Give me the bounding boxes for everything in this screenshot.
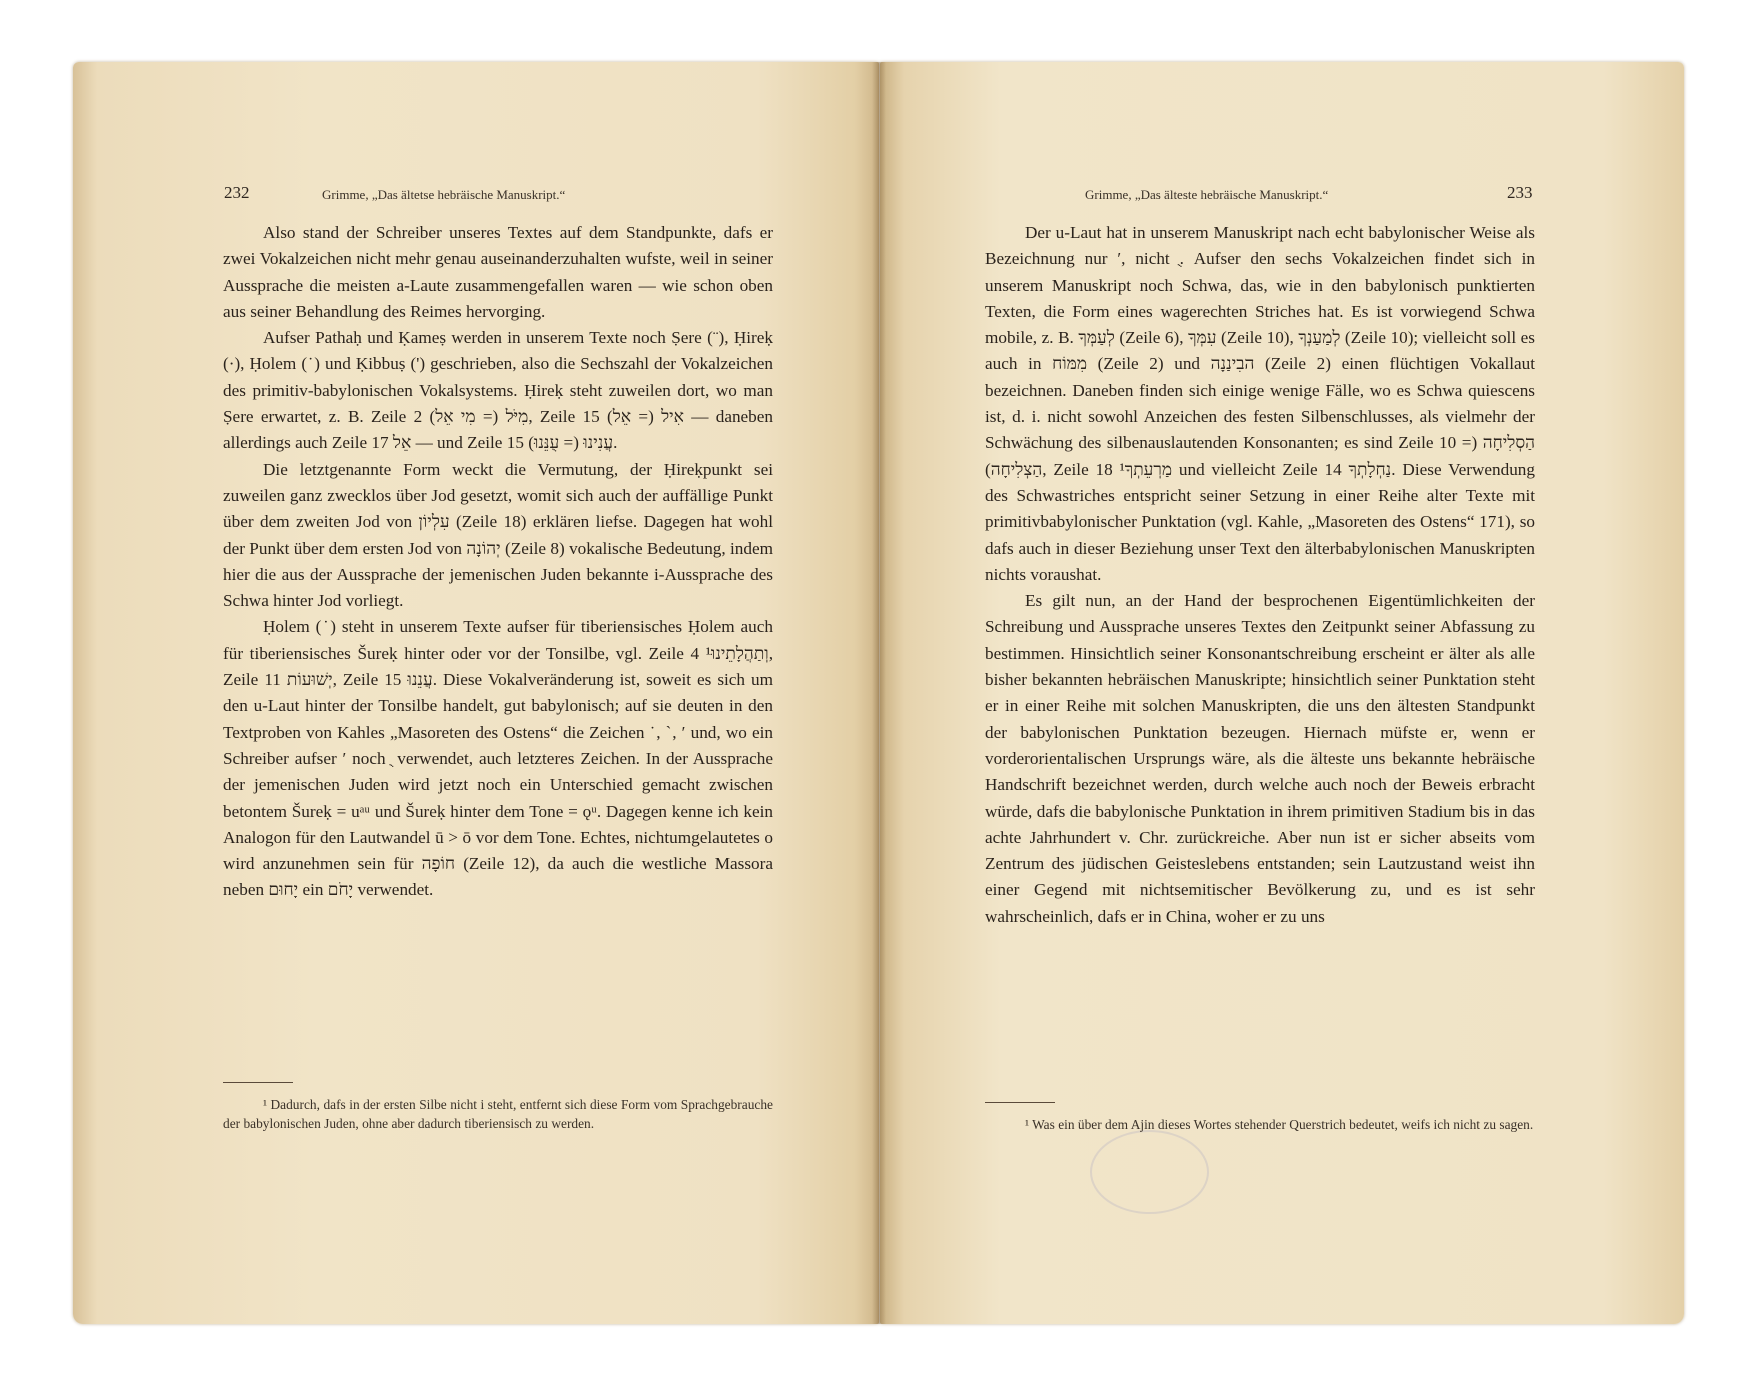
left-paragraph-1: Also stand der Schreiber unseres Textes auf dem Standpunkte, dafs er zwei Vokalzeichen nicht mehr genau auseinanderzuhalten wufste, weil in seiner Aussprache die meisten a-Laute zusammengefallen waren — wie schon oben aus seiner Behandlung des Reimes hervorging. bbox=[223, 223, 773, 321]
right-footnote bbox=[985, 1115, 1535, 1134]
right-page-number: 233 bbox=[1507, 183, 1533, 202]
left-page-body bbox=[223, 220, 773, 904]
book-gutter bbox=[872, 62, 886, 1324]
left-footnote-text: ¹ Dadurch, dafs in der ersten Silbe nicht i steht, entfernt sich diese Form vom Sprachgebrauche der babylonischen Juden, ohne aber dadurch tiberiensisch zu werden. bbox=[223, 1097, 773, 1131]
left-paragraph-4: Ḥolem (˙) steht in unserem Texte aufser für tiberiensisches Ḥolem auch für tiberiensisches Šureḳ hinter oder vor der Tonsilbe, vgl. Zeile 4 וְתַהֲלָתֵינוּ¹, Zeile 11 יְשׁוּעוֹת, Zeile 15 עֲנֵנוּ. Diese Vokalveränderung ist, soweit es sich um den u-Laut hinter der Tonsilbe handelt, gut babylonisch; auf sie deuten in den Textproben von Kahles „Masoreten des Ostens“ die Zeichen ˙, ˋ, ʹ und, wo ein Schreiber aufser ʹ noch ֻ verwendet, auch letzteres Zeichen. In der Aussprache der jemenischen Juden wird jetzt noch ein Unterschied gemacht zwischen betontem Šureḳ = uᵃᵘ und Šureḳ hinter dem Tone = ǫᵘ. Dagegen kenne ich kein Analogon für den Lautwandel ū > ō vor dem Tone. Echtes, nichtumgelautetes o wird anzunehmen sein für חוֹפָה (Zeile 12), da auch die westliche Massora neben יָחוּם ein יָחֹם verwendet. bbox=[223, 617, 774, 900]
left-page-number: 232 bbox=[224, 183, 250, 202]
left-running-head: Grimme, „Das ältetse hebräische Manuskript.“ bbox=[322, 187, 566, 202]
left-paragraph-2: Aufser Pathaḥ und Ḳameṣ werden in unserem Texte noch Ṣere (¨), Ḥireḳ (·), Ḥolem (˙) und Ḳibbuṣ (') geschrieben, also die Sechszahl der Vokalzeichen des primitiv-babylonischen Vokalsystems. Ḥireḳ steht zuweilen dort, wo man Ṣere erwartet, z. B. Zeile 2 מִיֹּל (= מִי אֵל), Zeile 15 אִיל (= אֵל) — daneben allerdings auch Zeile 17 אֵל — und Zeile 15 עֲנִינוּ (= עֻנֵּנוּ). bbox=[223, 328, 773, 453]
right-footnote-text: ¹ Was ein über dem Ajin dieses Wortes stehender Querstrich bedeutet, weifs ich nicht zu sagen. bbox=[1025, 1117, 1534, 1132]
left-footnote bbox=[223, 1095, 773, 1133]
left-paragraph-3: Die letztgenannte Form weckt die Vermutung, der Ḥireḳpunkt sei zuweilen ganz zwecklos über Jod gesetzt, womit sich auch der auffällige Punkt über dem zweiten Jod von עִלְיוֹן (Zeile 18) erklären liefse. Dagegen hat wohl der Punkt über dem ersten Jod von יְהוֹנָה (Zeile 8) vokalische Bedeutung, indem hier die aus der Aussprache der jemenischen Juden bekannte i-Aussprache des Schwa hinter Jod vorliegt. bbox=[223, 459, 773, 611]
library-stamp bbox=[1090, 1130, 1209, 1214]
right-footnote-rule bbox=[985, 1102, 1055, 1103]
right-page-body bbox=[985, 220, 1535, 930]
right-paragraph-2: Es gilt nun, an der Hand der besprochenen Eigentümlichkeiten der Schreibung und Aussprache unseres Textes den Zeitpunkt seiner Abfassung zu bestimmen. Hinsichtlich seiner Konsonantschreibung erscheint er älter als alle bisher bekannten hebräischen Manuskripte; hinsichtlich seiner Punktation steht er in einer Reihe mit solchen Manuskripten, die uns den ältesten Standpunkt der babylonischen Punktation bezeugen. Hiernach müfste er, wenn er vorderorientalischen Ursprungs wäre, als die älteste uns bekannte hebräische Handschrift bezeichnet werden, durch welche auch noch der Beweis erbracht würde, dafs die babylonische Punktation in ihrem primitiven Stadium bis in das achte Jahrhundert v. Chr. zurückreiche. Aber nun ist er sicher abseits vom Zentrum des jüdischen Geisteslebens entstanden; sein Lautzustand weist ihn einer Gegend mit nichtsemitischer Bevölkerung zu, und es ist sehr wahrscheinlich, dafs er in China, woher er zu uns bbox=[985, 591, 1535, 926]
left-footnote-rule bbox=[223, 1082, 293, 1083]
right-running-head: Grimme, „Das älteste hebräische Manuskript.“ bbox=[1085, 187, 1329, 202]
right-paragraph-1: Der u-Laut hat in unserem Manuskript nach echt babylonischer Weise als Bezeichnung nur ʹ, nicht ֻ. Aufser den sechs Vokalzeichen findet sich in unserem Manuskript noch Schwa, das, wie in den babylonisch punktierten Texten, die Form eines wagerechten Striches hat. Es ist vorwiegend Schwa mobile, z. B. לְעַמְּךָ (Zeile 6), עִמְּךָ (Zeile 10), לְמַעַנְךָ (Zeile 10); vielleicht soll es auch in מִמּוֹח (Zeile 2) und הבִינַנָה (Zeile 2) einen flüchtigen Vokallaut bezeichnen. Daneben finden sich einige wenige Fälle, wo es Schwa quiescens ist, d. i. nicht sowohl Anzeichen des festen Silbenschlusses, als vielmehr der Schwächung des silbenauslautenden Konsonanten; es sind Zeile 10 הַסְלִיחָה (= הַצְלִיחָה), Zeile 18 מַרְעֵתְךָ¹ und vielleicht Zeile 14 נַחְלָתְךָ. Diese Verwendung des Schwastriches entspricht seiner Setzung in einer Reihe alter Texte mit primitivbabylonischer Punktation (vgl. Kahle, „Masoreten des Ostens“ 171), so dafs auch in dieser Beziehung unser Text den älterbabylonischen Manuskripten nichts voraushat. bbox=[985, 223, 1536, 584]
